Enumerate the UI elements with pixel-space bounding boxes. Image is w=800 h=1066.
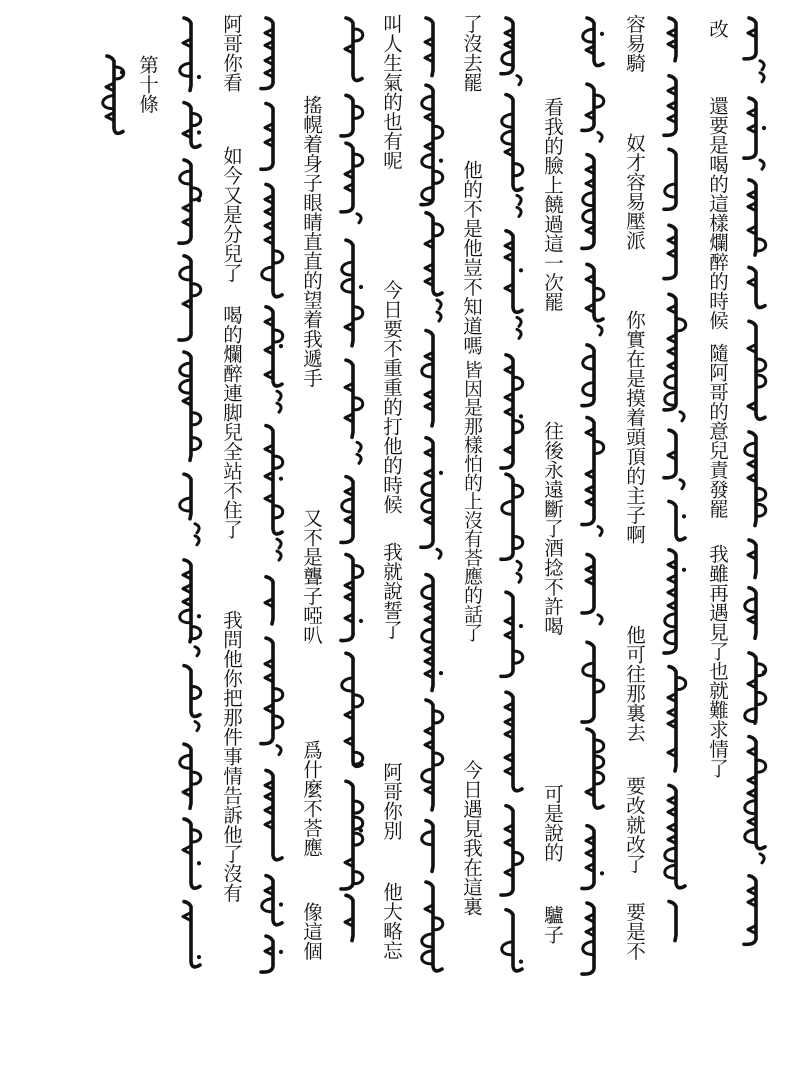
chinese-text: 看我的臉上饒過這一次罷 bbox=[541, 97, 564, 312]
manchu-word bbox=[744, 98, 766, 158]
chinese-text: 搖幌着身子眼睛直直的望着我遞手 bbox=[300, 95, 323, 388]
manchu-punctuation bbox=[517, 76, 521, 85]
manchu-word bbox=[341, 477, 353, 543]
manchu-word bbox=[261, 638, 283, 744]
manchu-word bbox=[422, 882, 443, 971]
manchu-word bbox=[183, 819, 201, 888]
chinese-text: 如今又是分兒了 bbox=[220, 146, 243, 283]
manchu-word bbox=[669, 901, 676, 940]
chinese-text: 他可往那裏去 bbox=[623, 625, 646, 742]
manchu-column bbox=[92, 52, 136, 148]
chinese-text: 喝的爛醉連脚兒全站不住了 bbox=[220, 305, 243, 539]
manchu-word bbox=[265, 426, 283, 534]
manchu-word bbox=[748, 180, 766, 255]
manchu-word bbox=[664, 550, 686, 653]
manchu-word bbox=[422, 330, 433, 425]
manchu-word bbox=[583, 18, 604, 66]
chinese-text: 還要是喝的這樣爛醉的時候 bbox=[706, 96, 729, 330]
manchu-punctuation bbox=[517, 561, 521, 582]
manchu-word bbox=[664, 430, 676, 478]
manchu-word bbox=[505, 692, 522, 791]
manchu-word bbox=[345, 18, 363, 80]
manchu-word bbox=[265, 577, 273, 624]
chinese-text: 你實在是摸着頭頂的主子啊 bbox=[623, 310, 646, 544]
chinese-text: 我就說誓了 bbox=[380, 542, 403, 640]
manchu-word bbox=[341, 95, 363, 136]
manchu-punctuation bbox=[680, 412, 684, 421]
manchu-column bbox=[331, 14, 375, 970]
manchu-column bbox=[654, 14, 698, 976]
chinese-text: 他大略忘 bbox=[380, 882, 403, 960]
manchu-punctuation bbox=[277, 539, 281, 560]
manchu-word bbox=[586, 264, 604, 321]
manchu-punctuation bbox=[195, 722, 199, 731]
chinese-text: 今日遇見我在這裏 bbox=[460, 760, 483, 916]
manchu-word bbox=[745, 432, 766, 526]
manchu-punctuation bbox=[760, 61, 764, 82]
manchu-word bbox=[341, 554, 363, 640]
manchu-word bbox=[501, 355, 523, 468]
chinese-text: 他的不是他豈不知道嗎 bbox=[460, 160, 483, 355]
manchu-column bbox=[251, 14, 295, 974]
manchu-word bbox=[582, 84, 604, 130]
manchu-punctuation bbox=[598, 132, 602, 141]
manchu-punctuation bbox=[357, 442, 361, 463]
manchu-word bbox=[664, 149, 676, 209]
chinese-text: 皆因是那樣怕的上沒有荅應的話了 bbox=[461, 360, 482, 642]
manchu-word bbox=[425, 213, 443, 295]
chinese-text: 我問他你把那件事情告訴他了沒有 bbox=[220, 610, 243, 903]
manchu-word bbox=[586, 729, 604, 808]
manchu-column bbox=[491, 14, 535, 976]
manchu-word bbox=[341, 143, 363, 212]
chinese-text: 往後永遠斷了酒捻不許喝 bbox=[541, 421, 564, 636]
manchu-column bbox=[572, 14, 616, 976]
manchu-word bbox=[262, 184, 283, 296]
chinese-text: 了沒去罷 bbox=[460, 14, 483, 92]
manchu-word bbox=[179, 256, 201, 340]
manchu-word bbox=[341, 781, 363, 889]
manchu-punctuation bbox=[357, 214, 361, 223]
manchu-word bbox=[501, 474, 523, 559]
manchu-word bbox=[582, 903, 594, 974]
manchu-word bbox=[421, 85, 443, 205]
manchu-word bbox=[262, 876, 283, 925]
manchu-punctuation bbox=[437, 300, 441, 321]
chinese-column bbox=[380, 0, 402, 1066]
manchu-word bbox=[422, 821, 433, 872]
manchu-word bbox=[345, 360, 363, 437]
manchu-word bbox=[664, 294, 686, 410]
manchu-word bbox=[748, 267, 765, 307]
manchu-word bbox=[745, 588, 756, 639]
manchu-word bbox=[582, 554, 594, 613]
chinese-text: 又不是聾子啞叭 bbox=[300, 508, 323, 645]
manchu-word bbox=[261, 18, 273, 89]
manchu-word bbox=[745, 737, 766, 849]
chinese-text: 要是不 bbox=[623, 902, 646, 961]
manchu-word bbox=[342, 653, 363, 766]
manchu-punctuation bbox=[277, 391, 281, 412]
section-label: 第十條 bbox=[136, 55, 159, 114]
manchu-punctuation bbox=[598, 615, 602, 624]
chinese-text: 今日要不重重的打他的時候 bbox=[380, 280, 403, 514]
manchu-word bbox=[180, 744, 201, 808]
manchu-word bbox=[103, 56, 124, 133]
manchu-word bbox=[582, 155, 594, 249]
manchu-punctuation bbox=[195, 524, 199, 545]
manchu-word bbox=[184, 666, 201, 717]
manchu-word bbox=[342, 240, 363, 346]
chinese-text: 我雖再遇見了也就難求情了 bbox=[706, 544, 729, 778]
manchu-word bbox=[748, 321, 766, 419]
manchu-word bbox=[665, 785, 685, 887]
manchu-word bbox=[265, 770, 282, 859]
manchu-word bbox=[501, 18, 513, 74]
manchu-word bbox=[502, 95, 523, 191]
chinese-text: 阿哥你看 bbox=[220, 14, 243, 92]
manchu-word bbox=[582, 642, 604, 722]
manchu-word bbox=[745, 653, 766, 723]
manchu-word bbox=[183, 902, 201, 967]
chinese-text: 容易騎 bbox=[623, 14, 646, 73]
manchu-punctuation bbox=[598, 526, 602, 535]
manchu-word bbox=[422, 700, 443, 810]
manchu-punctuation bbox=[437, 549, 441, 558]
manchu-word bbox=[179, 160, 201, 243]
manchu-punctuation bbox=[517, 317, 521, 338]
manchu-word bbox=[422, 575, 443, 691]
manchu-column bbox=[169, 14, 213, 972]
chinese-text: 阿哥你別 bbox=[380, 762, 403, 840]
manchu-word bbox=[748, 540, 756, 578]
manchu-word bbox=[180, 474, 191, 519]
manchu-word bbox=[502, 910, 523, 971]
manchu-word bbox=[744, 18, 756, 59]
chinese-column bbox=[300, 0, 322, 1066]
manchu-word bbox=[505, 231, 523, 312]
manchu-word bbox=[261, 936, 283, 972]
chinese-text: 叫人生氣的也有呢 bbox=[380, 14, 403, 170]
manchu-word bbox=[180, 352, 201, 460]
manchu-word bbox=[345, 895, 353, 940]
manchu-word bbox=[180, 560, 201, 642]
chinese-column bbox=[541, 0, 563, 1066]
manchu-word bbox=[261, 104, 273, 170]
manchu-word bbox=[421, 438, 443, 548]
chinese-text: 爲什麼不荅應 bbox=[300, 740, 323, 857]
manchu-punctuation bbox=[598, 326, 602, 335]
manchu-word bbox=[664, 225, 676, 278]
manchu-word bbox=[669, 501, 686, 540]
chinese-text: 驢子 bbox=[541, 905, 564, 944]
chinese-text: 可是說的 bbox=[541, 784, 564, 862]
manchu-column bbox=[734, 14, 778, 976]
manchu-word bbox=[668, 18, 676, 61]
manchu-word bbox=[501, 806, 523, 895]
chinese-column bbox=[706, 0, 728, 1066]
manchu-punctuation bbox=[760, 854, 764, 863]
manchu-punctuation bbox=[277, 746, 281, 755]
chinese-text: 像這個 bbox=[300, 902, 323, 961]
chinese-column bbox=[460, 0, 482, 1066]
manchu-word bbox=[582, 826, 604, 889]
manchu-word bbox=[425, 18, 433, 76]
manchu-word bbox=[744, 876, 756, 945]
chinese-text: 要改就改了 bbox=[623, 776, 646, 874]
chinese-text: 奴才容易壓派 bbox=[623, 133, 646, 250]
chinese-column bbox=[220, 0, 242, 1066]
manchu-punctuation bbox=[195, 647, 199, 656]
manchu-word bbox=[668, 667, 686, 771]
manchu-word bbox=[501, 592, 523, 676]
manchu-word bbox=[582, 345, 594, 406]
manchu-word bbox=[265, 307, 283, 386]
chinese-column bbox=[623, 0, 645, 1066]
manchu-punctuation bbox=[760, 160, 764, 169]
manchu-column bbox=[411, 14, 455, 976]
chinese-text: 隨阿哥的意兒責發罷 bbox=[706, 343, 729, 519]
chinese-text: 改 bbox=[706, 19, 729, 39]
section-label-column bbox=[136, 0, 158, 1066]
manchu-punctuation bbox=[517, 195, 521, 216]
manchu-word bbox=[180, 18, 201, 90]
manchu-punctuation bbox=[680, 480, 684, 489]
manchu-word bbox=[582, 418, 604, 525]
manchu-word bbox=[183, 103, 201, 148]
manchu-word bbox=[664, 76, 676, 136]
